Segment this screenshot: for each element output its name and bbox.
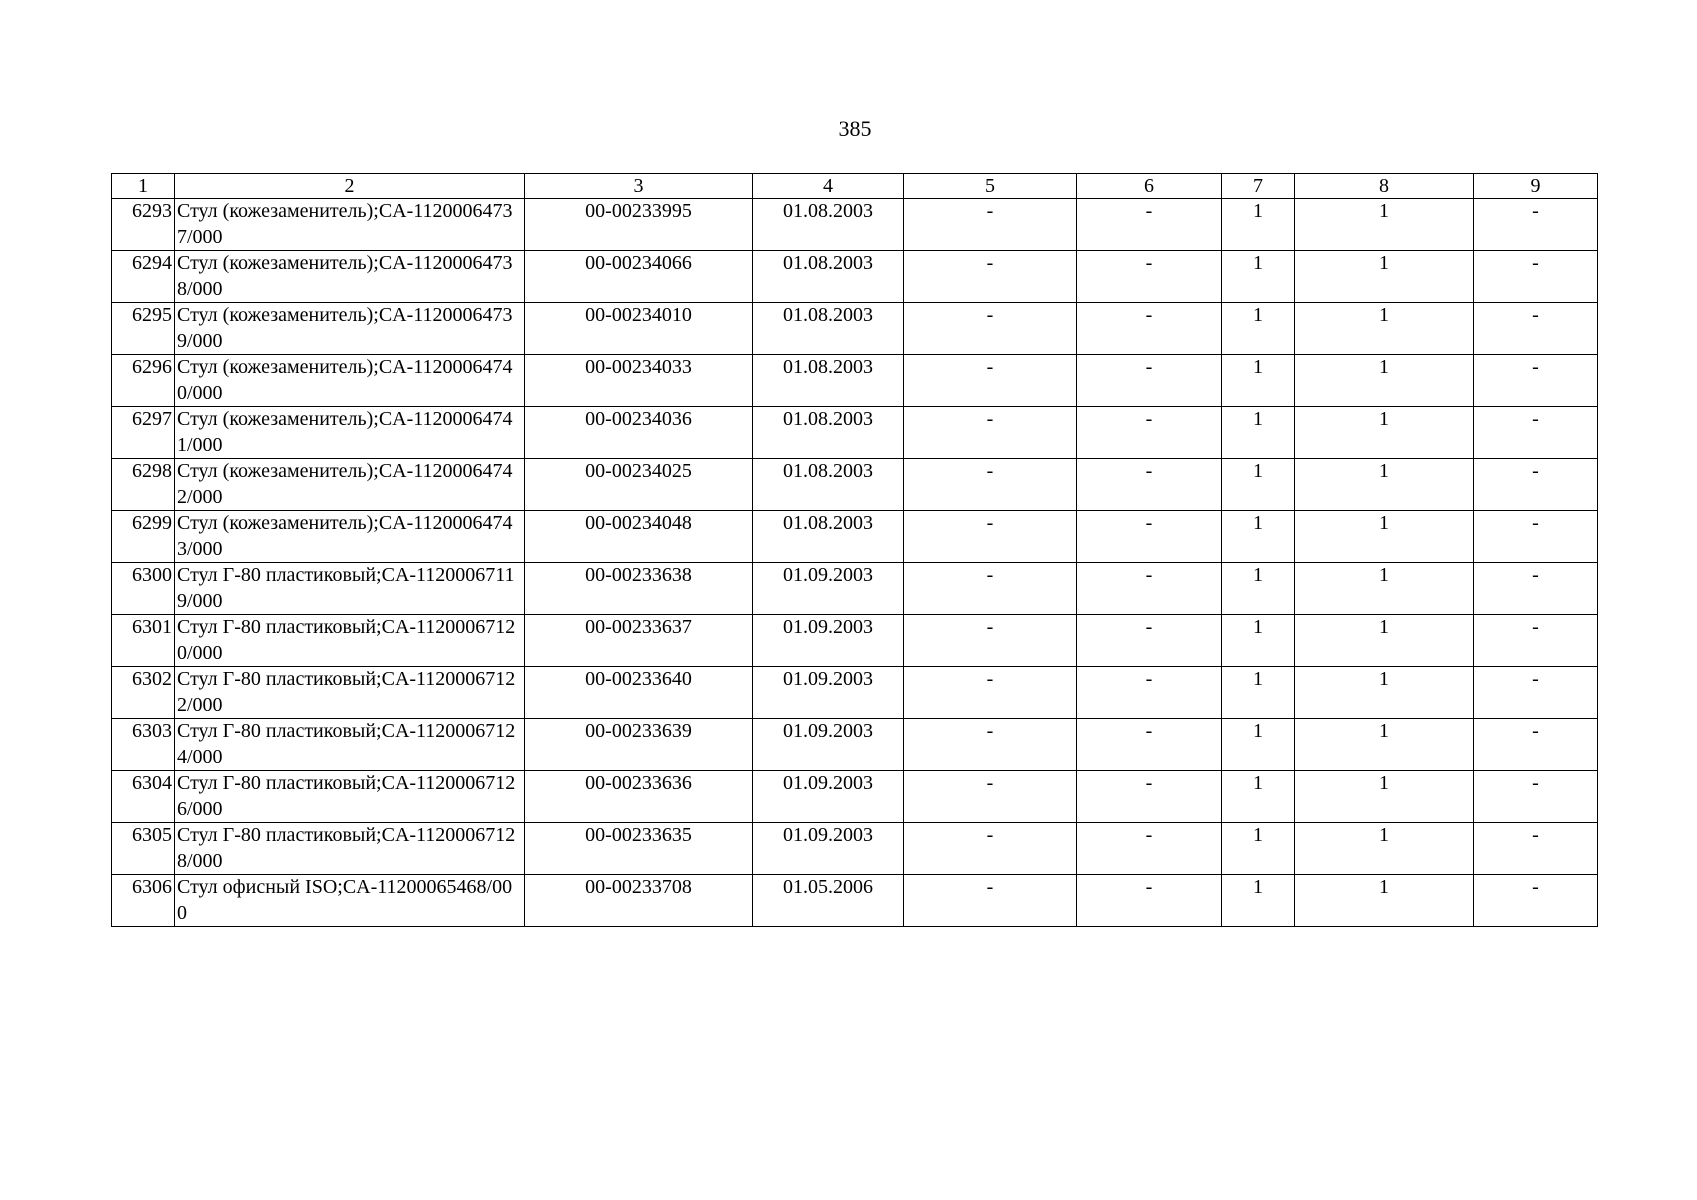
column-5-cell: - <box>904 303 1077 355</box>
column-6-cell: - <box>1077 719 1222 771</box>
column-9-cell: - <box>1474 303 1598 355</box>
column-header: 5 <box>904 174 1077 199</box>
column-5-cell: - <box>904 823 1077 875</box>
row-number-cell: 6305 <box>112 823 175 875</box>
column-8-cell: 1 <box>1295 667 1474 719</box>
item-name-cell: Стул (кожезаменитель);CA-11200064738/000 <box>175 251 525 303</box>
column-header: 9 <box>1474 174 1598 199</box>
date-cell: 01.08.2003 <box>753 511 904 563</box>
column-header: 7 <box>1222 174 1295 199</box>
column-5-cell: - <box>904 667 1077 719</box>
column-8-cell: 1 <box>1295 875 1474 927</box>
column-header: 8 <box>1295 174 1474 199</box>
column-5-cell: - <box>904 719 1077 771</box>
column-7-cell: 1 <box>1222 251 1295 303</box>
column-5-cell: - <box>904 407 1077 459</box>
date-cell: 01.08.2003 <box>753 303 904 355</box>
table-row <box>112 771 1598 823</box>
column-6-cell: - <box>1077 771 1222 823</box>
date-cell: 01.08.2003 <box>753 407 904 459</box>
row-number-cell: 6303 <box>112 719 175 771</box>
column-9-cell: - <box>1474 823 1598 875</box>
inventory-number-cell: 00-00233636 <box>525 771 753 823</box>
column-7-cell: 1 <box>1222 511 1295 563</box>
inventory-number-cell: 00-00233640 <box>525 667 753 719</box>
inventory-number-cell: 00-00234033 <box>525 355 753 407</box>
table-row <box>112 667 1598 719</box>
column-5-cell: - <box>904 199 1077 251</box>
inventory-number-cell: 00-00234036 <box>525 407 753 459</box>
item-name-cell: Стул Г-80 пластиковый;CA-11200067119/000 <box>175 563 525 615</box>
column-7-cell: 1 <box>1222 615 1295 667</box>
row-number-cell: 6298 <box>112 459 175 511</box>
page-number: 385 <box>838 116 872 141</box>
column-7-cell: 1 <box>1222 667 1295 719</box>
column-6-cell: - <box>1077 823 1222 875</box>
column-7-cell: 1 <box>1222 719 1295 771</box>
inventory-number-cell: 00-00234010 <box>525 303 753 355</box>
column-header: 6 <box>1077 174 1222 199</box>
column-8-cell: 1 <box>1295 511 1474 563</box>
item-name-cell: Стул (кожезаменитель);CA-11200064737/000 <box>175 199 525 251</box>
item-name-cell: Стул (кожезаменитель);CA-11200064741/000 <box>175 407 525 459</box>
inventory-number-cell: 00-00234048 <box>525 511 753 563</box>
column-9-cell: - <box>1474 563 1598 615</box>
table-row <box>112 459 1598 511</box>
row-number-cell: 6295 <box>112 303 175 355</box>
column-9-cell: - <box>1474 407 1598 459</box>
row-number-cell: 6306 <box>112 875 175 927</box>
column-5-cell: - <box>904 355 1077 407</box>
column-5-cell: - <box>904 563 1077 615</box>
item-name-cell: Стул Г-80 пластиковый;CA-11200067122/000 <box>175 667 525 719</box>
row-number-cell: 6297 <box>112 407 175 459</box>
table-row <box>112 823 1598 875</box>
inventory-number-cell: 00-00234025 <box>525 459 753 511</box>
column-8-cell: 1 <box>1295 719 1474 771</box>
column-5-cell: - <box>904 251 1077 303</box>
column-header: 2 <box>175 174 525 199</box>
column-9-cell: - <box>1474 615 1598 667</box>
column-6-cell: - <box>1077 615 1222 667</box>
row-number-cell: 6301 <box>112 615 175 667</box>
inventory-number-cell: 00-00233635 <box>525 823 753 875</box>
inventory-number-cell: 00-00233708 <box>525 875 753 927</box>
column-9-cell: - <box>1474 199 1598 251</box>
inventory-number-cell: 00-00233637 <box>525 615 753 667</box>
inventory-number-cell: 00-00233995 <box>525 199 753 251</box>
column-8-cell: 1 <box>1295 199 1474 251</box>
inventory-number-cell: 00-00233639 <box>525 719 753 771</box>
column-7-cell: 1 <box>1222 199 1295 251</box>
date-cell: 01.08.2003 <box>753 199 904 251</box>
column-7-cell: 1 <box>1222 875 1295 927</box>
table-row <box>112 875 1598 927</box>
table-row <box>112 303 1598 355</box>
column-header: 4 <box>753 174 904 199</box>
column-5-cell: - <box>904 511 1077 563</box>
date-cell: 01.09.2003 <box>753 719 904 771</box>
item-name-cell: Стул офисный ISO;CA-11200065468/000 <box>175 875 525 927</box>
column-6-cell: - <box>1077 199 1222 251</box>
item-name-cell: Стул (кожезаменитель);CA-11200064743/000 <box>175 511 525 563</box>
column-9-cell: - <box>1474 771 1598 823</box>
item-name-cell: Стул Г-80 пластиковый;CA-11200067120/000 <box>175 615 525 667</box>
row-number-cell: 6302 <box>112 667 175 719</box>
column-7-cell: 1 <box>1222 771 1295 823</box>
column-8-cell: 1 <box>1295 563 1474 615</box>
row-number-cell: 6296 <box>112 355 175 407</box>
table-row <box>112 615 1598 667</box>
column-5-cell: - <box>904 459 1077 511</box>
column-8-cell: 1 <box>1295 355 1474 407</box>
column-5-cell: - <box>904 771 1077 823</box>
column-5-cell: - <box>904 875 1077 927</box>
column-7-cell: 1 <box>1222 407 1295 459</box>
row-number-cell: 6304 <box>112 771 175 823</box>
date-cell: 01.09.2003 <box>753 667 904 719</box>
column-9-cell: - <box>1474 511 1598 563</box>
column-9-cell: - <box>1474 251 1598 303</box>
table-row <box>112 199 1598 251</box>
column-8-cell: 1 <box>1295 459 1474 511</box>
table-header-row <box>112 174 1598 199</box>
item-name-cell: Стул (кожезаменитель);CA-11200064740/000 <box>175 355 525 407</box>
row-number-cell: 6299 <box>112 511 175 563</box>
column-9-cell: - <box>1474 875 1598 927</box>
date-cell: 01.09.2003 <box>753 823 904 875</box>
asset-table <box>111 173 1598 927</box>
item-name-cell: Стул Г-80 пластиковый;CA-11200067124/000 <box>175 719 525 771</box>
item-name-cell: Стул Г-80 пластиковый;CA-11200067126/000 <box>175 771 525 823</box>
column-6-cell: - <box>1077 303 1222 355</box>
column-6-cell: - <box>1077 875 1222 927</box>
table-row <box>112 407 1598 459</box>
date-cell: 01.09.2003 <box>753 563 904 615</box>
column-7-cell: 1 <box>1222 563 1295 615</box>
column-9-cell: - <box>1474 719 1598 771</box>
table-row <box>112 719 1598 771</box>
inventory-number-cell: 00-00233638 <box>525 563 753 615</box>
table-row <box>112 355 1598 407</box>
column-9-cell: - <box>1474 667 1598 719</box>
date-cell: 01.08.2003 <box>753 355 904 407</box>
date-cell: 01.09.2003 <box>753 771 904 823</box>
column-6-cell: - <box>1077 511 1222 563</box>
column-7-cell: 1 <box>1222 303 1295 355</box>
item-name-cell: Стул Г-80 пластиковый;CA-11200067128/000 <box>175 823 525 875</box>
column-8-cell: 1 <box>1295 407 1474 459</box>
column-6-cell: - <box>1077 667 1222 719</box>
column-7-cell: 1 <box>1222 459 1295 511</box>
table-row <box>112 251 1598 303</box>
row-number-cell: 6300 <box>112 563 175 615</box>
column-8-cell: 1 <box>1295 823 1474 875</box>
column-7-cell: 1 <box>1222 355 1295 407</box>
column-header: 3 <box>525 174 753 199</box>
column-8-cell: 1 <box>1295 771 1474 823</box>
column-6-cell: - <box>1077 355 1222 407</box>
column-8-cell: 1 <box>1295 251 1474 303</box>
row-number-cell: 6293 <box>112 199 175 251</box>
row-number-cell: 6294 <box>112 251 175 303</box>
item-name-cell: Стул (кожезаменитель);CA-11200064742/000 <box>175 459 525 511</box>
item-name-cell: Стул (кожезаменитель);CA-11200064739/000 <box>175 303 525 355</box>
table-row <box>112 511 1598 563</box>
inventory-number-cell: 00-00234066 <box>525 251 753 303</box>
table-row <box>112 563 1598 615</box>
column-6-cell: - <box>1077 407 1222 459</box>
date-cell: 01.08.2003 <box>753 459 904 511</box>
column-6-cell: - <box>1077 251 1222 303</box>
date-cell: 01.05.2006 <box>753 875 904 927</box>
column-6-cell: - <box>1077 563 1222 615</box>
column-6-cell: - <box>1077 459 1222 511</box>
table-body <box>112 174 1598 927</box>
column-header: 1 <box>112 174 175 199</box>
column-5-cell: - <box>904 615 1077 667</box>
column-7-cell: 1 <box>1222 823 1295 875</box>
column-8-cell: 1 <box>1295 615 1474 667</box>
column-9-cell: - <box>1474 355 1598 407</box>
column-9-cell: - <box>1474 459 1598 511</box>
date-cell: 01.08.2003 <box>753 251 904 303</box>
date-cell: 01.09.2003 <box>753 615 904 667</box>
column-8-cell: 1 <box>1295 303 1474 355</box>
